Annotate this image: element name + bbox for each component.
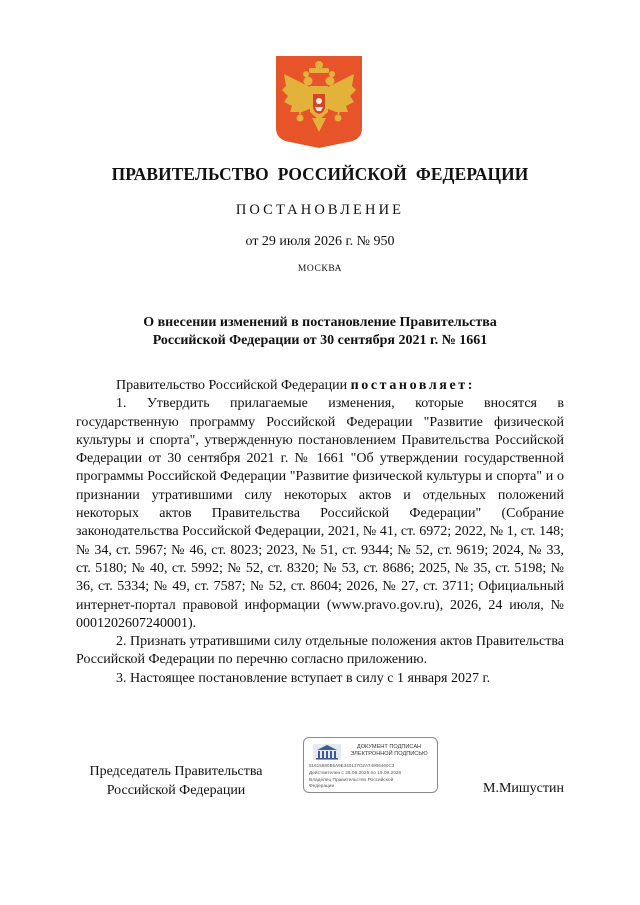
signer-position-line-2: Российской Федерации xyxy=(106,783,246,798)
signer-position-line-1: Председатель Правительства xyxy=(89,764,263,779)
signer-name: М.Мишустин xyxy=(483,781,564,796)
stamp-title-line-1: ДОКУМЕНТ ПОДПИСАН xyxy=(356,744,422,750)
body-intro-paragraph xyxy=(76,377,564,395)
stamp-validity: Действителен с 26.06.2025 по 19.09.2026 xyxy=(309,771,402,776)
signer-position xyxy=(76,762,276,800)
stamp-owner-line-1: Владелец Правительство Российской xyxy=(309,778,394,783)
coat-of-arms-emblem xyxy=(276,56,362,148)
document-body xyxy=(76,377,564,688)
decree-word: постановляет: xyxy=(350,378,475,393)
document-city: МОСКВА xyxy=(297,264,343,274)
stamp-title-line-2: ЭЛЕКТРОННОЙ ПОДПИСЬЮ xyxy=(350,751,428,757)
subject-line-2: Российской Федерации от 30 сентября 2021 г. № 1661 xyxy=(152,333,488,348)
body-item-1: 1. Утвердить прилагаемые изменения, которые вносятся в государственную программу Российской Федерации "Развитие физической культуры и спорта", утвержденную постановлением Правительства Российской Федерации от 30 сентября 2021 г. № 1661 "Об утверждении государственной программы Российской Федерации "Развитие физической культуры и спорта" и о признании утратившими силу некоторых актов и отдельных положений некоторых актов Правительства Российской Федерации" (Собрание законодательства Российской Федерации, 2021, № 41, ст. 6972; 2022, № 1, ст. 148; № 34, ст. 5967; № 46, ст. 8023; 2023, № 51, ст. 9344; № 52, ст. 9619; 2024, № 33, ст. 5180; № 40, ст. 5992; № 52, ст. 8320; № 53, ст. 8686; 2025, № 35, ст. 5198; № 36, ст. 5334; № 49, ст. 7587; № 52, ст. 8604; 2026, № 27, ст. 3711; Официальный интернет-портал правовой информации (www.pravo.gov.ru), 2026, 24 июля, № 0001202607240001). xyxy=(76,396,564,631)
subject-line-1: О внесении изменений в постановление Правительства xyxy=(143,315,497,330)
body-item-3: 3. Настоящее постановление вступает в силу с 1 января 2027 г. xyxy=(116,670,491,686)
stamp-owner-line-2: Федерации xyxy=(309,784,335,789)
body-intro: Правительство Российской Федерации xyxy=(116,378,348,393)
building-icon xyxy=(312,743,342,761)
document-type: ПОСТАНОВЛЕНИЕ xyxy=(235,202,405,218)
document-subject xyxy=(100,314,540,350)
stamp-serial: 51615680B5A9E340137D2A74906460C3 xyxy=(309,763,395,768)
body-item-2: 2. Признать утратившими силу отдельные положения актов Правительства Российской Федерации по перечню согласно приложению. xyxy=(76,634,564,668)
government-title: ПРАВИТЕЛЬСТВО РОССИЙСКОЙ ФЕДЕРАЦИИ xyxy=(111,164,529,184)
document-date-number: от 29 июля 2026 г. № 950 xyxy=(245,234,395,249)
electronic-signature-stamp xyxy=(303,737,438,793)
stamp-title xyxy=(344,744,434,758)
